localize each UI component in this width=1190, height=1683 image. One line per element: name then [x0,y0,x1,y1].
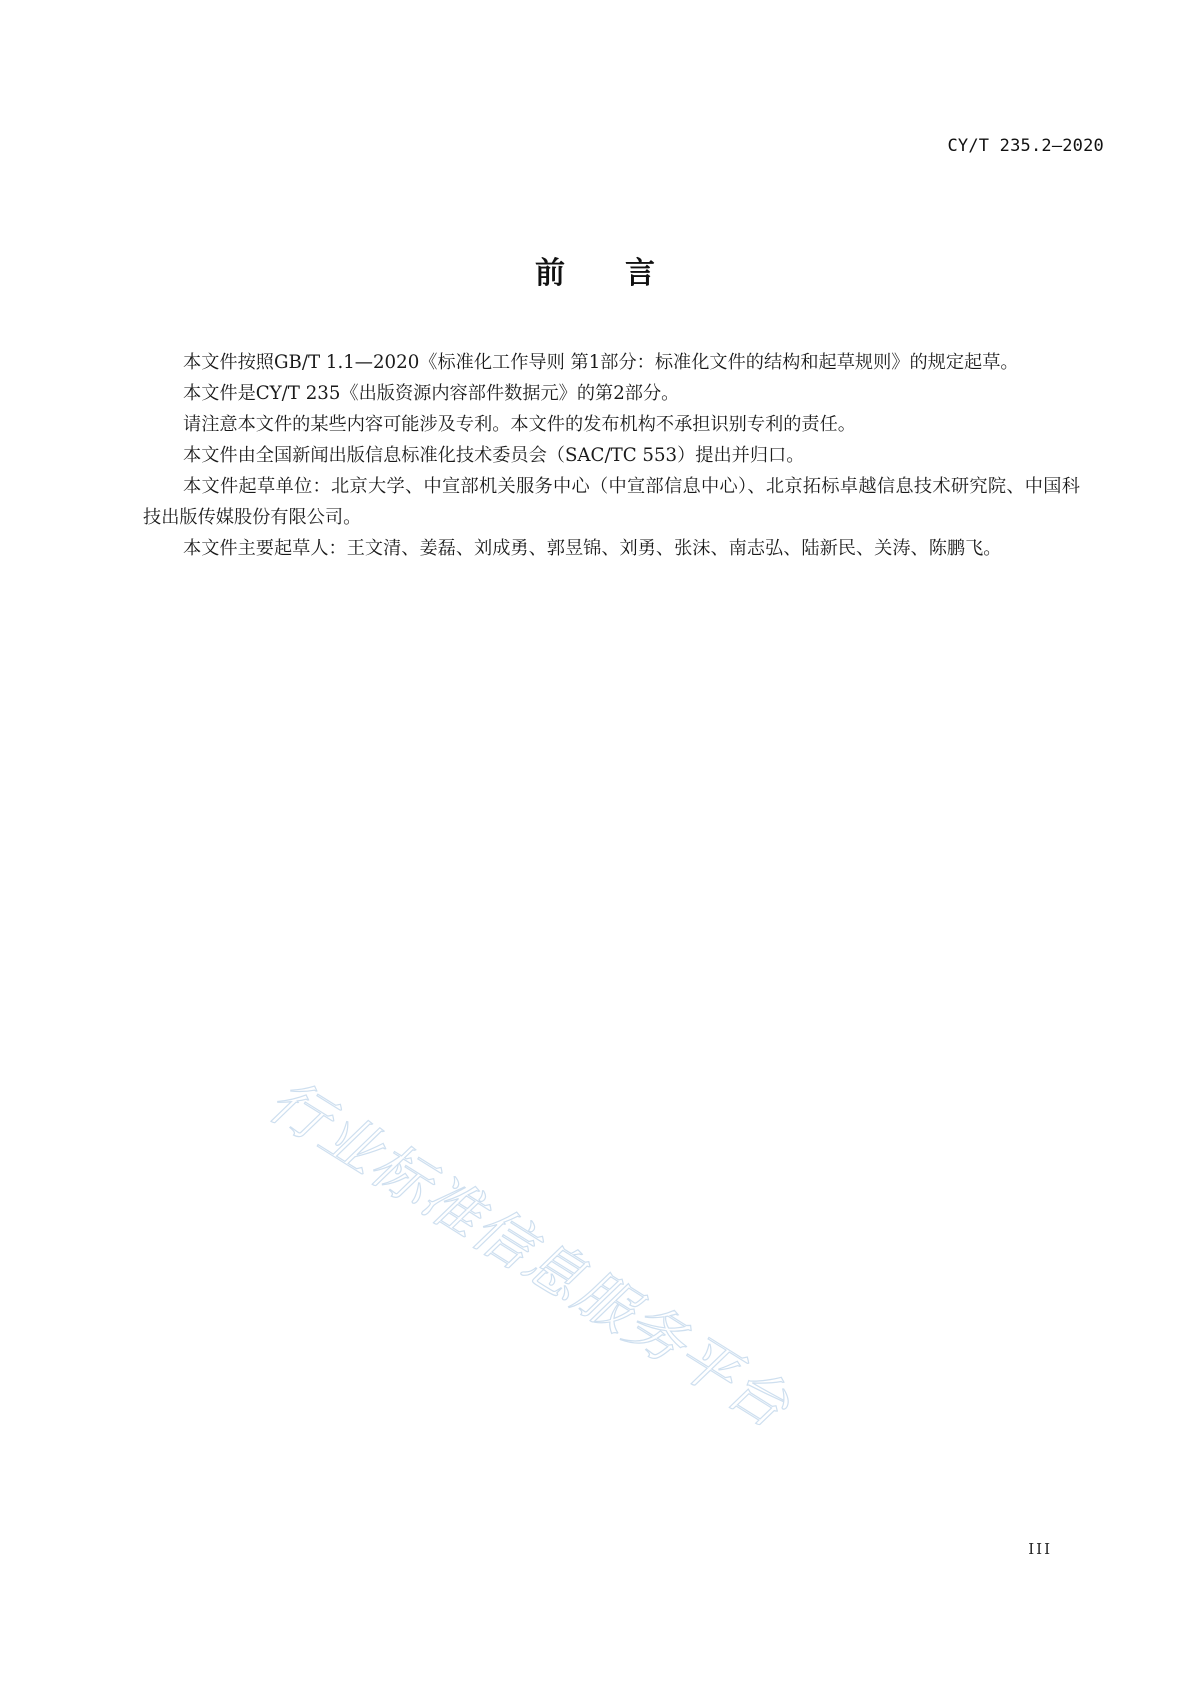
paragraph: 请注意本文件的某些内容可能涉及专利。本文件的发布机构不承担识别专利的责任。 [183,414,856,435]
page-title-char-2: 言 [625,256,655,291]
document-code: CY/T 235.2—2020 [947,136,1104,156]
paragraph: 本文件起草单位：北京大学、中宣部机关服务中心（中宣部信息中心）、北京拓标卓越信息技术研究院、中国科技出版传媒股份有限公司。 [143,476,1080,528]
page-title [0,248,1190,292]
paragraph: 本文件是CY/T 235《出版资源内容部件数据元》的第2部分。 [183,383,680,404]
foreword-body [143,347,1080,564]
paragraph: 本文件按照GB/T 1.1—2020《标准化工作导则 第1部分：标准化文件的结构和起草规则》的规定起草。 [183,352,1019,373]
page-title-char-1: 前 [535,256,565,291]
paragraph: 本文件由全国新闻出版信息标准化技术委员会（SAC/TC 553）提出并归口。 [183,445,805,466]
watermark: 行业标准信息服务平台 [257,1066,802,1442]
page-number: III [1028,1540,1052,1558]
paragraph: 本文件主要起草人：王文清、姜磊、刘成勇、郭昱锦、刘勇、张沫、南志弘、陆新民、关涛、陈鹏飞。 [183,538,1002,559]
